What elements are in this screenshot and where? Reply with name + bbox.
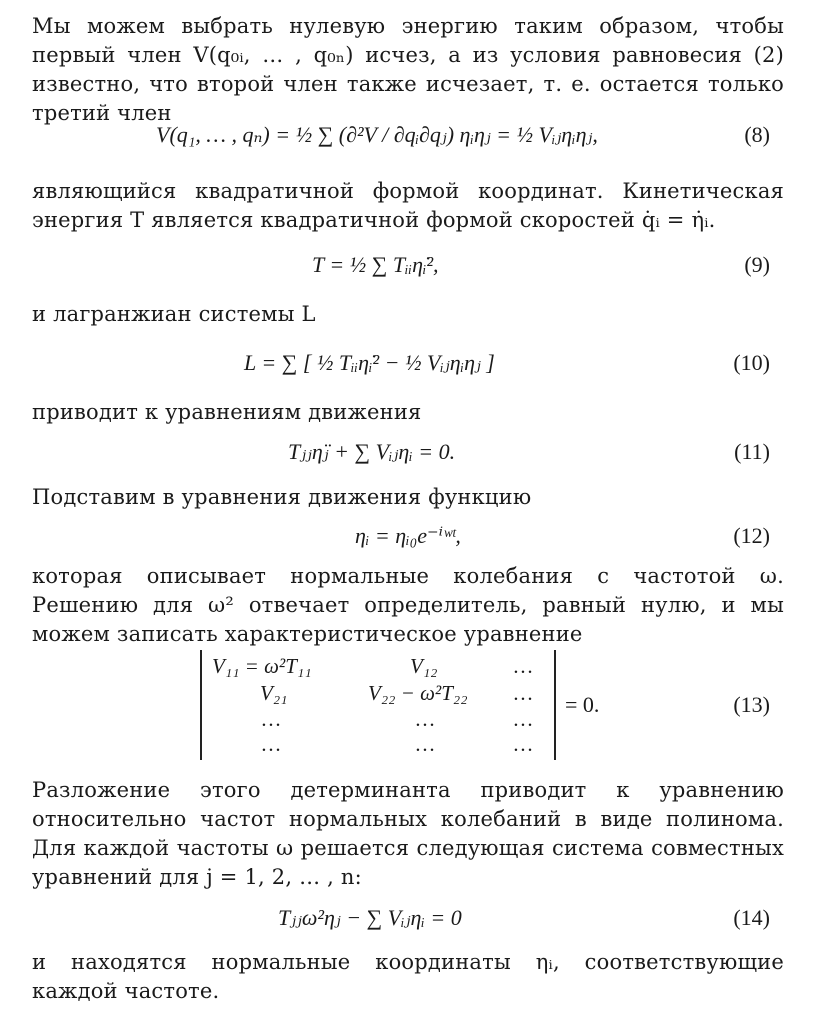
paragraph-2: являющийся квадратичной формой координат. Кинетическая энергия T является квадратичной формой скоростей q̇ᵢ = η̇ᵢ. <box>32 179 784 232</box>
equation-13 <box>0 650 816 760</box>
equation-9 <box>0 242 816 288</box>
paragraph-7: Разложение этого детерминанта приводит к уравнению относительно частот нормальных колебаний в виде полинома. Для каждой частоты ω решается следующая система совместных уравнений для j = 1, 2, … , n: <box>32 778 784 889</box>
equation-8-number: (8) <box>744 122 770 147</box>
equation-12 <box>0 518 816 554</box>
equation-11-number: (11) <box>734 439 770 464</box>
paragraph-5: Подставим в уравнения движения функцию <box>32 485 532 509</box>
matrix-cell: … <box>514 732 533 756</box>
matrix-cell: V₂₁ <box>260 681 288 705</box>
paragraph-4: приводит к уравнениям движения <box>32 400 422 424</box>
equation-9-number: (9) <box>744 252 770 277</box>
matrix-cell: … <box>514 654 533 678</box>
equation-11-body: Tⱼⱼη̈ⱼ + ∑ Vᵢⱼηᵢ = 0. <box>288 439 456 464</box>
matrix-cell: … <box>514 681 533 705</box>
matrix-cell: … <box>416 732 435 756</box>
equation-13-rhs: = 0. <box>565 692 600 717</box>
determinant-matrix <box>200 650 556 760</box>
equation-14 <box>0 898 816 938</box>
matrix-cell: V₁₁ = ω²T₁₁ <box>212 654 312 678</box>
equation-10 <box>0 337 816 389</box>
equation-14-body: Tⱼⱼω²ηⱼ − ∑ Vᵢⱼηᵢ = 0 <box>278 905 462 930</box>
paragraph-3: и лагранжиан системы L <box>32 302 316 326</box>
equation-14-number: (14) <box>733 905 770 930</box>
matrix-cell: … <box>416 707 435 731</box>
paragraph-6: которая описывает нормальные колебания с частотой ω. Решению для ω² отвечает определитель, равный нулю, и мы можем записать характеристическое уравнение <box>32 564 784 646</box>
matrix-cell: … <box>514 707 533 731</box>
matrix-cell: V₁₂ <box>410 654 438 678</box>
equation-8-body: V(q₁, … , qₙ) = ½ ∑ (∂²V / ∂qᵢ∂qⱼ) ηᵢηⱼ = ½ Vᵢⱼηᵢηⱼ, <box>156 122 598 147</box>
equation-11 <box>0 434 816 470</box>
equation-10-body: L = ∑ [ ½ Tᵢᵢη̇ᵢ² − ½ Vᵢⱼηᵢηⱼ ] <box>244 350 495 375</box>
matrix-cell: … <box>262 732 281 756</box>
equation-12-body: ηᵢ = ηᵢ₀e⁻ⁱʷᵗ, <box>355 523 461 548</box>
equation-12-number: (12) <box>733 523 770 548</box>
paragraph-1: Мы можем выбрать нулевую энергию таким образом, чтобы первый член V(q₀ᵢ, … , q₀ₙ) исчез, а из условия равновесия (2) известно, что второй член также исчезает, т. е. остается только третий член <box>32 14 784 125</box>
equation-13-number: (13) <box>733 692 770 717</box>
equation-9-body: T = ½ ∑ Tᵢᵢη̇ᵢ², <box>312 252 439 277</box>
matrix-cell: V₂₂ − ω²T₂₂ <box>368 681 468 705</box>
equation-8 <box>0 107 816 163</box>
paragraph-8: и находятся нормальные координаты ηᵢ, соответствующие каждой частоте. <box>32 950 784 1003</box>
matrix-cell: … <box>262 707 281 731</box>
equation-10-number: (10) <box>733 350 770 375</box>
